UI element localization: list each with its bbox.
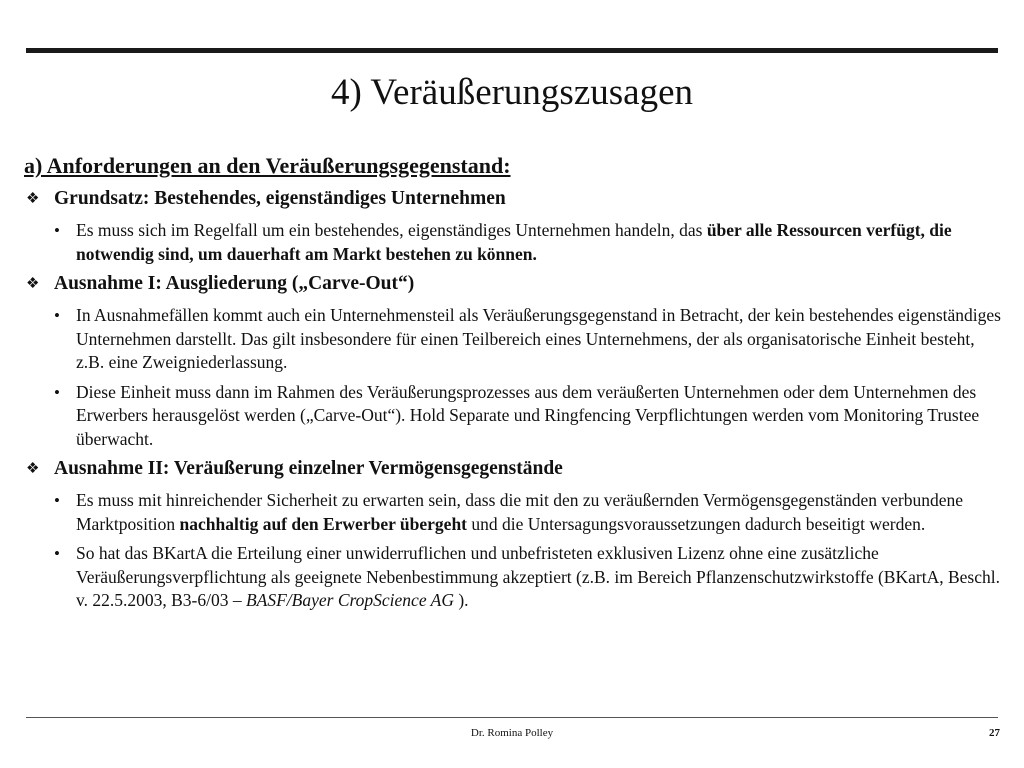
list-item — [54, 489, 1004, 536]
bullet-icon: • — [54, 491, 60, 510]
section-heading: a) Anforderungen an den Veräußerungsgegenstand: — [24, 153, 511, 178]
list-item — [54, 219, 1004, 266]
footer-rule — [26, 717, 998, 718]
list-item — [54, 542, 1004, 613]
bullet-text: In Ausnahmefällen kommt auch ein Unternehmensteil als Veräußerungsgegenstand in Betracht, der kein bestehendes eigenständiges Unternehmen darstellt. Das gilt insbesondere für einen Teilbereich eines Unternehmens, der als organisatorische Einheit besteht, z.B. eine Zweigniederlassung. — [76, 305, 1001, 372]
list-item — [54, 304, 1004, 375]
bullet-text: Es muss mit hinreichender Sicherheit zu erwarten sein, dass die mit den zu veräußernden Vermögensgegenständen verbundene Marktposition nachhaltig auf den Erwerber übergeht und die Untersagungsvoraussetzungen dadurch beseitigt werden. — [76, 490, 964, 534]
list-item — [54, 381, 1004, 452]
bullet-icon: • — [54, 544, 60, 563]
slide-content — [24, 151, 1004, 617]
slide-title: 4) Veräußerungszusagen — [331, 72, 693, 113]
top-rule — [26, 48, 998, 53]
section-title: Grundsatz: Bestehendes, eigenständiges Unternehmen — [54, 188, 506, 209]
bullet-icon: • — [54, 382, 60, 402]
diamond-bullet-icon: ❖ — [26, 276, 40, 292]
section-grundsatz — [24, 185, 1004, 213]
section-title: Ausnahme I: Ausgliederung („Carve-Out“) — [54, 273, 415, 294]
page-number: 27 — [989, 727, 1000, 739]
diamond-bullet-icon: ❖ — [26, 191, 40, 207]
section-title: Ausnahme II: Veräußerung einzelner Vermögensgegenstände — [54, 458, 563, 479]
diamond-bullet-icon: ❖ — [26, 461, 40, 477]
bullet-text: Es muss sich im Regelfall um ein bestehendes, eigenständiges Unternehmen handeln, das über alle Ressourcen verfügt, die notwendig sind, um dauerhaft am Markt bestehen zu können. — [76, 220, 952, 264]
bullet-icon: • — [54, 306, 60, 325]
bullet-text: Diese Einheit muss dann im Rahmen des Veräußerungsprozesses aus dem veräußerten Unternehmen oder dem Unternehmen des Erwerbers herausgelöst werden („Carve-Out“). Hold Separate und Ringfencing Verpflichtungen werden vom Monitoring Trustee überwacht. — [76, 381, 980, 449]
bullet-text: So hat das BKartA die Erteilung einer unwiderruflichen und unbefristeten exklusiven Lizenz ohne eine zusätzliche Veräußerungsverpflichtung als geeignete Nebenbestimmung akzeptiert (z.B. im Bereich Pflanzenschutzwirkstoffe (BKartA, Beschl. v. 22.5.2003, B3-6/03 – BASF/Bayer CropScience AG ). — [76, 543, 1000, 610]
footer-author: Dr. Romina Polley — [470, 727, 554, 739]
bullet-icon: • — [54, 221, 60, 240]
section-ausnahme-1 — [24, 270, 1004, 298]
section-ausnahme-2 — [24, 455, 1004, 483]
